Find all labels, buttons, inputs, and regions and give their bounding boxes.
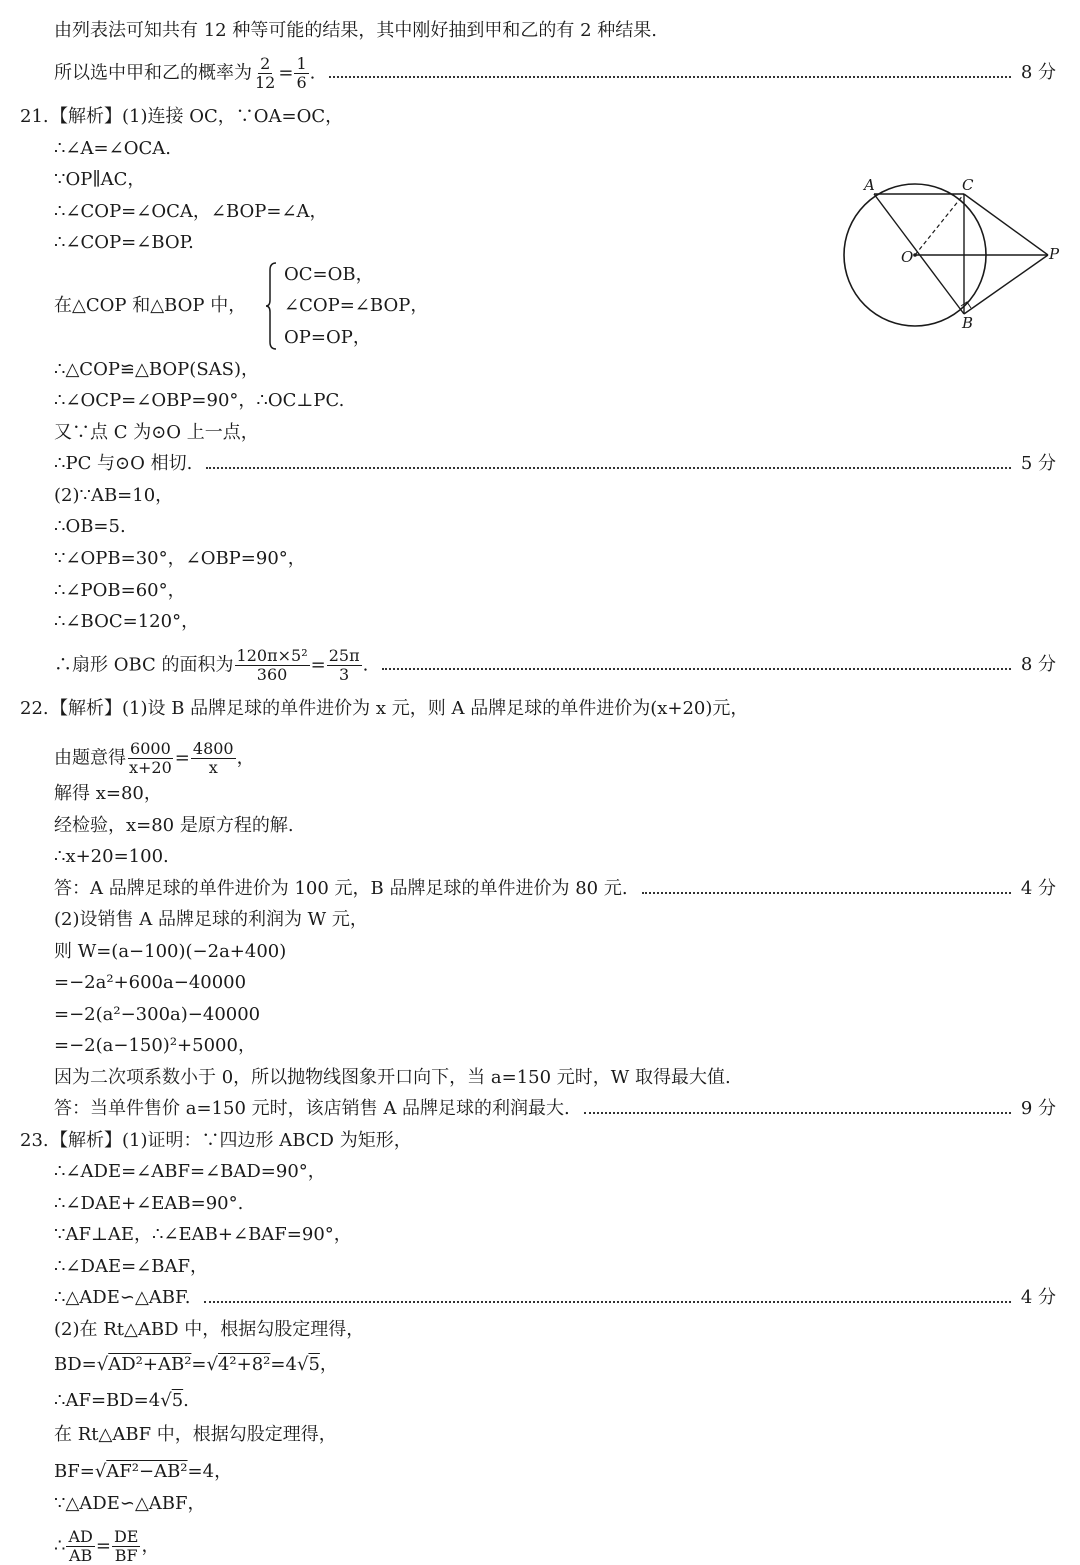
score-9: 9 分 <box>1020 1098 1056 1119</box>
question-number-22: 22. <box>20 698 49 719</box>
circle-tangent-figure <box>836 174 1068 334</box>
fraction-2-12: $\frac{2}{12}$ <box>255 53 276 92</box>
question-number-21: 21. <box>20 106 49 127</box>
q23-step: 在 Rt△ABF 中，根据勾股定理得， <box>54 1424 337 1445</box>
score-5: 5 分 <box>1020 453 1056 474</box>
q22-heading: 【解析】(1)设 B 品牌足球的单件进价为 x 元，则 A 品牌足球的单件进价为(x+20)元， <box>50 698 749 719</box>
question-number-23: 23. <box>20 1130 49 1151</box>
q22-answer-1: 答：A 品牌足球的单件进价为 100 元，B 品牌足球的单件进价为 80 元. 4 分 <box>54 878 1056 899</box>
label-c: C <box>962 176 974 194</box>
q22-step: =−2a²+600a−40000 <box>54 972 247 993</box>
q23-step: ∵AF⊥AE，∴∠EAB+∠BAF=90°， <box>54 1224 352 1245</box>
q21-step: 又∵点 C 为⊙O 上一点， <box>54 422 259 443</box>
label-o: O <box>901 248 914 266</box>
q21-step: ∵∠OPB=30°，∠OBP=90°， <box>54 548 306 569</box>
q21-step: 在△COP 和△BOP 中， <box>54 295 247 316</box>
segment-oc-dashed <box>915 194 964 255</box>
q21-step: ∴∠COP=∠BOP. <box>54 232 194 253</box>
q23-bd-equation: BD=√AD²+AB²=√4²+8²=4√5， <box>54 1354 338 1375</box>
segment-ab <box>874 194 964 314</box>
q23-similar: ∴△ADE∽△ABF. 4 分 <box>54 1287 1056 1308</box>
q22-step: 因为二次项系数小于 0，所以抛物线图象开口向下，当 a=150 元时，W 取得最大值. <box>54 1067 731 1088</box>
fraction-ad-ab: $\frac{AD}{AB}$ <box>68 1527 93 1565</box>
q21-step: ∴△COP≌△BOP(SAS)， <box>54 359 259 380</box>
q22-step: ∴x+20=100. <box>54 846 169 867</box>
q21-step: ∴∠OCP=∠OBP=90°，∴OC⊥PC. <box>54 390 345 411</box>
q23-step: ∴∠DAE+∠EAB=90°. <box>54 1193 244 1214</box>
score-8: 8 分 <box>1020 654 1056 675</box>
q21-step: ∴∠BOC=120°， <box>54 611 200 632</box>
q22-step: 解得 x=80， <box>54 783 162 804</box>
score-4: 4 分 <box>1020 878 1056 899</box>
q21-step: ∵OP∥AC， <box>54 169 146 190</box>
segment-cp <box>964 194 1048 255</box>
q23-af-equation: ∴AF=BD=4√5. <box>54 1390 189 1411</box>
leader-dots <box>382 668 1011 670</box>
q23-bf-equation: BF=√AF²−AB²=4， <box>54 1461 233 1482</box>
fraction-25pi-3: $\frac{25\pi}{3}$ <box>328 645 360 684</box>
q23-heading: 【解析】(1)证明：∵四边形 ABCD 为矩形， <box>50 1130 412 1151</box>
line-probability: 所以选中甲和乙的概率为 $\frac{2}{12}$ = $\frac{1}{6}$ . 8 分 <box>54 53 1056 92</box>
q23-step: ∵△ADE∽△ABF， <box>54 1493 206 1514</box>
q23-step: ∴∠ADE=∠ABF=∠BAD=90°， <box>54 1161 326 1182</box>
q23-step: (2)在 Rt△ABD 中，根据勾股定理得， <box>54 1319 365 1340</box>
system-eq-3: OP=OP， <box>284 327 371 348</box>
q21-step: ∴OB=5. <box>54 516 126 537</box>
label-b: B <box>962 314 974 332</box>
leader-dots <box>329 76 1010 78</box>
q23-ratio: ∴ $\frac{AD}{AB}$ = $\frac{DE}{BF}$ ， <box>54 1527 160 1565</box>
line-outcomes: 由列表法可知共有 12 种等可能的结果，其中刚好抽到甲和乙的有 2 种结果. <box>54 20 657 41</box>
q22-equation: 由题意得 $\frac{6000}{x+20}$ = $\frac{4800}{x}$ ， <box>54 739 255 777</box>
q21-step: (2)∵AB=10， <box>54 485 174 506</box>
q21-step: ∴∠A=∠OCA. <box>54 138 171 159</box>
q21-sector-area: ∴扇形 OBC 的面积为 $\frac{\text{120π×5²}}{360}$ = $\frac{25\pi}{3}$ . 8 分 <box>54 645 1056 684</box>
q22-step: 则 W=(a−100)(−2a+400) <box>54 941 287 962</box>
q22-step: 经检验，x=80 是原方程的解. <box>54 815 294 836</box>
label-p: P <box>1049 245 1060 263</box>
leader-dots <box>206 467 1010 469</box>
system-eq-1: OC=OB， <box>284 264 374 285</box>
q22-step: =−2(a²−300a)−40000 <box>54 1004 261 1025</box>
q21-step: ∴∠COP=∠OCA，∠BOP=∠A， <box>54 201 328 222</box>
system-eq-2: ∠COP=∠BOP， <box>284 295 429 316</box>
segment-bp <box>964 255 1048 314</box>
fraction-sector: $\frac{\text{120π×5²}}{360}$ <box>236 645 308 684</box>
fraction-de-bf: $\frac{DE}{BF}$ <box>113 1527 139 1565</box>
label-a: A <box>864 176 875 194</box>
score-4: 4 分 <box>1020 1287 1056 1308</box>
q23-step: ∴∠DAE=∠BAF， <box>54 1256 208 1277</box>
fraction-1-6: $\frac{1}{6}$ <box>296 53 307 92</box>
score-8: 8 分 <box>1020 62 1056 83</box>
q21-tangent-line: ∴PC 与⊙O 相切. 5 分 <box>54 453 1056 474</box>
q22-answer-2: 答：当单件售价 a=150 元时，该店销售 A 品牌足球的利润最大. 9 分 <box>54 1098 1056 1119</box>
leader-dots <box>642 892 1011 894</box>
q22-step: (2)设销售 A 品牌足球的利润为 W 元， <box>54 909 368 930</box>
leader-dots <box>204 1301 1010 1303</box>
q21-step: ∴∠POB=60°， <box>54 580 186 601</box>
q21-heading: 【解析】(1)连接 OC，∵OA=OC， <box>50 106 344 127</box>
leader-dots <box>584 1112 1011 1114</box>
fraction-4800: $\frac{4800}{x}$ <box>192 739 234 777</box>
q22-step: =−2(a−150)²+5000， <box>54 1035 256 1056</box>
left-brace <box>265 262 277 350</box>
center-point <box>913 253 917 257</box>
fraction-6000: $\frac{6000}{x+20}$ <box>129 739 172 777</box>
